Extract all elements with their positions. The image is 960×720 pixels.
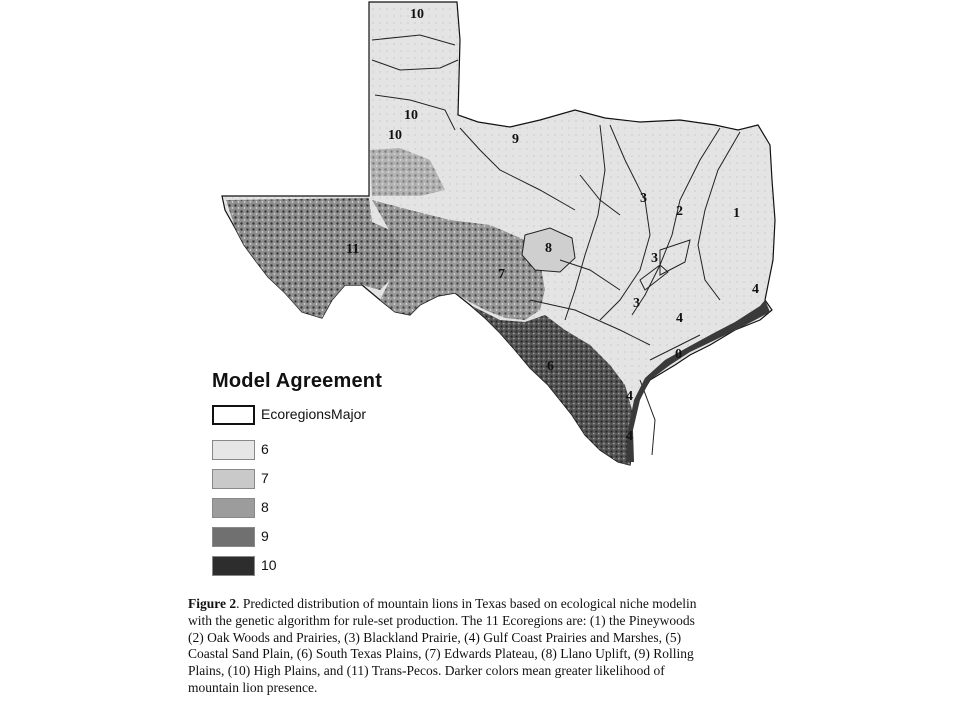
legend-label: 6 [261,441,269,457]
region-number: 10 [410,7,424,22]
region-number: 4 [752,282,759,297]
caption-line-5: Plains, (10) High Plains, and (11) Trans-Pecos. Darker colors mean greater likelihood of [188,663,665,679]
region-number: 6 [547,359,554,374]
region-number: 4 [626,429,633,444]
caption-line-3: (2) Oak Woods and Prairies, (3) Blackland Prairie, (4) Gulf Coast Prairies and Marshes, (5) [188,629,682,645]
legend-swatch [212,527,255,547]
region-number: 0 [675,347,682,362]
caption-line-4: Coastal Sand Plain, (6) South Texas Plains, (7) Edwards Plateau, (8) Llano Uplift, (9) Rolling [188,646,694,662]
region-number: 3 [633,296,640,311]
legend-swatch [212,440,255,460]
region-number: 10 [388,128,402,143]
region-number: 2 [676,204,683,219]
region-number: 3 [640,191,647,206]
region-number: 4 [676,311,683,326]
figure-label: Figure 2 [188,596,237,611]
figure-caption [188,596,813,697]
legend-swatch [212,498,255,518]
region-number: 4 [626,389,633,404]
caption-line-6: mountain lion presence. [188,679,318,695]
legend-label: 8 [261,499,269,515]
legend-label: 9 [261,528,269,544]
region-number: 1 [733,206,740,221]
caption-line-1 [188,596,813,613]
legend-title: Model Agreement [212,370,383,392]
caption-line-2: with the genetic algorithm for rule-set production. The 11 Ecoregions are: (1) the Pineywoods [188,612,695,628]
caption-line-1-text: . Predicted distribution of mountain lions in Texas based on ecological niche modelin [236,596,697,611]
region-number: 8 [545,241,552,256]
legend-swatch [212,556,255,576]
region-number: 7 [498,267,505,282]
region-number: 3 [651,251,658,266]
region-number: 11 [346,242,360,257]
legend-swatch [212,405,255,425]
legend-swatch [212,469,255,489]
region-number: 10 [404,108,418,123]
region-number: 9 [512,132,519,147]
legend-label: 7 [261,470,269,486]
legend-label: EcoregionsMajor [261,406,367,422]
legend-label: 10 [261,557,277,573]
